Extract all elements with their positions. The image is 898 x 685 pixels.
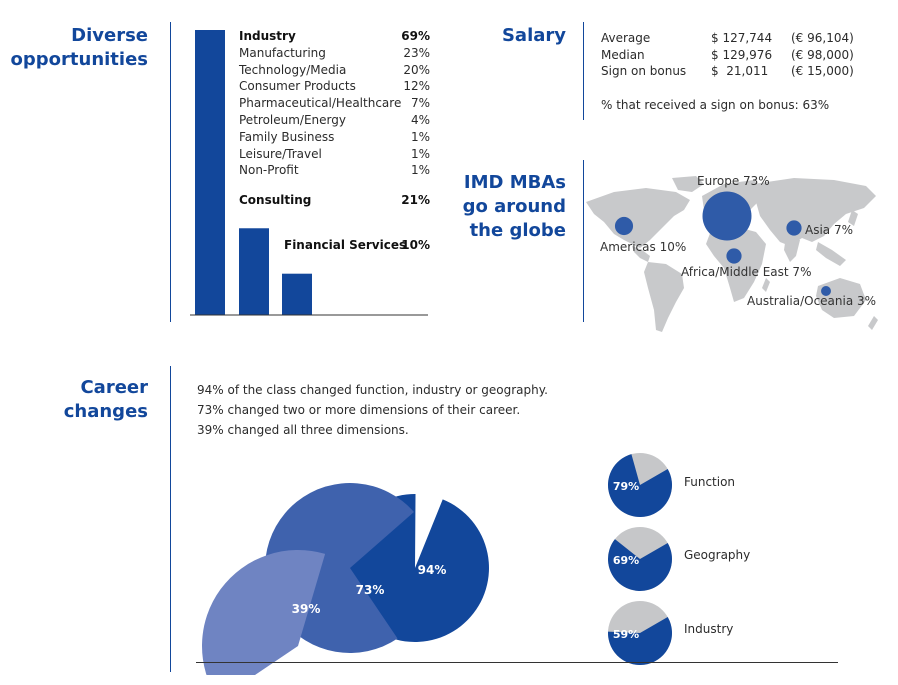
consulting-row	[239, 192, 430, 209]
industry-total-row	[239, 28, 430, 45]
map-label-australia: Australia/Oceania 3%	[747, 294, 877, 308]
industry-row-pct: 7%	[410, 96, 430, 111]
salary-row-eur: (€ 98,000)	[791, 47, 854, 62]
salary-row-usd: $ 127,744	[711, 31, 773, 45]
industry-row-pct: 12%	[403, 79, 430, 94]
career-line-3: 39% changed all three dimensions.	[197, 423, 409, 437]
globe-heading-line1: IMD MBAs	[463, 172, 566, 193]
bubble-europe	[703, 192, 752, 241]
career-pie-label-94: 94%	[417, 563, 447, 577]
diverse-divider	[170, 22, 171, 322]
career-pie-label-39: 39%	[291, 602, 321, 616]
industry-row-label: Technology/Media	[239, 62, 347, 77]
financial-pct: 10%	[401, 238, 430, 252]
salary-divider	[583, 22, 584, 120]
salary-row	[601, 30, 861, 46]
career-line-1: 94% of the class changed function, industry or geography.	[197, 383, 548, 397]
globe-heading-line2: go around	[462, 196, 566, 217]
dimension-pies	[600, 445, 680, 665]
pie-label-geography: Geography	[684, 548, 751, 562]
industry-row	[239, 95, 430, 112]
industry-row-pct: 1%	[410, 129, 430, 144]
map-south-america	[644, 262, 684, 332]
bar-consulting	[239, 228, 269, 315]
financial-label: Financial Services	[284, 238, 407, 252]
industry-row-label: Leisure/Travel	[239, 146, 322, 161]
bubble-asia	[786, 220, 801, 235]
dimension-pie-label-industry: 59%	[612, 628, 640, 641]
map-madagascar	[762, 278, 770, 292]
industry-row-label: Manufacturing	[239, 45, 326, 60]
industry-row	[239, 146, 430, 163]
industry-row-pct: 23%	[403, 45, 430, 60]
salary-row-usd: $ 21,011	[711, 64, 769, 78]
consulting-pct: 21%	[401, 193, 430, 207]
industry-row	[239, 62, 430, 79]
career-heading-line1: Career	[80, 377, 148, 398]
salary-row-label: Median	[601, 47, 645, 62]
financial-row	[284, 237, 430, 254]
industry-row	[239, 129, 430, 146]
sign-on-note: % that received a sign on bonus: 63%	[601, 98, 830, 112]
salary-row-usd: $ 129,976	[711, 47, 773, 62]
dimension-pie-label-geography: 69%	[612, 554, 640, 567]
dimension-pie-label-function: 79%	[612, 480, 640, 493]
industry-row	[239, 112, 430, 129]
industry-row-label: Petroleum/Energy	[239, 113, 346, 127]
industry-row-pct: 20%	[403, 62, 430, 77]
career-pie-chart	[190, 460, 510, 675]
industry-row-label: Industry	[239, 29, 296, 43]
industry-row	[239, 162, 430, 179]
industry-row-pct: 69%	[401, 29, 430, 43]
salary-row-eur: (€ 15,000)	[791, 64, 854, 78]
industry-row	[239, 78, 430, 95]
map-label-africa: Africa/Middle East 7%	[681, 265, 812, 279]
map-north-america	[586, 188, 690, 248]
salary-heading: Salary	[501, 25, 566, 46]
map-label-americas: Americas 10%	[600, 240, 687, 254]
map-label-asia: Asia 7%	[805, 223, 853, 237]
consulting-label: Consulting	[239, 193, 312, 207]
salary-row-eur: (€ 96,104)	[791, 31, 854, 45]
career-line-2: 73% changed two or more dimensions of their career.	[197, 403, 521, 417]
salary-row	[601, 63, 861, 79]
bubble-africa-middle-east	[726, 248, 741, 263]
pie-label-industry: Industry	[684, 622, 734, 636]
career-heading-line2: changes	[63, 401, 148, 422]
industry-row-pct: 1%	[410, 146, 430, 161]
pie-label-function: Function	[684, 475, 736, 489]
world-map	[584, 170, 884, 340]
industry-row-pct: 1%	[410, 163, 430, 178]
industry-row-label: Non-Profit	[239, 163, 299, 178]
diverse-heading-line1: Diverse	[71, 25, 148, 46]
bar-financial-services	[282, 274, 312, 315]
globe-heading	[463, 171, 566, 243]
industry-row-label: Consumer Products	[239, 79, 356, 94]
career-divider	[170, 366, 171, 672]
career-heading	[64, 376, 148, 424]
career-pie-label-73: 73%	[355, 583, 385, 597]
bar-industry	[195, 30, 225, 315]
map-se-asia	[816, 242, 846, 266]
map-new-zealand	[868, 316, 878, 330]
diverse-heading-line2: opportunities	[10, 49, 148, 70]
map-label-europe: Europe 73%	[697, 174, 770, 188]
salary-row-label: Sign on bonus	[601, 64, 687, 78]
industry-row-label: Pharmaceutical/Healthcare	[239, 96, 402, 111]
diverse-heading	[11, 24, 148, 72]
career-baseline	[196, 662, 838, 663]
map-india	[784, 236, 800, 262]
industry-row-pct: 4%	[410, 113, 430, 127]
salary-row-label: Average	[601, 31, 651, 45]
globe-heading-line3: the globe	[469, 220, 566, 241]
industry-row-label: Family Business	[239, 129, 335, 144]
salary-row	[601, 47, 861, 63]
industry-row	[239, 45, 430, 62]
bubble-americas	[615, 217, 633, 235]
